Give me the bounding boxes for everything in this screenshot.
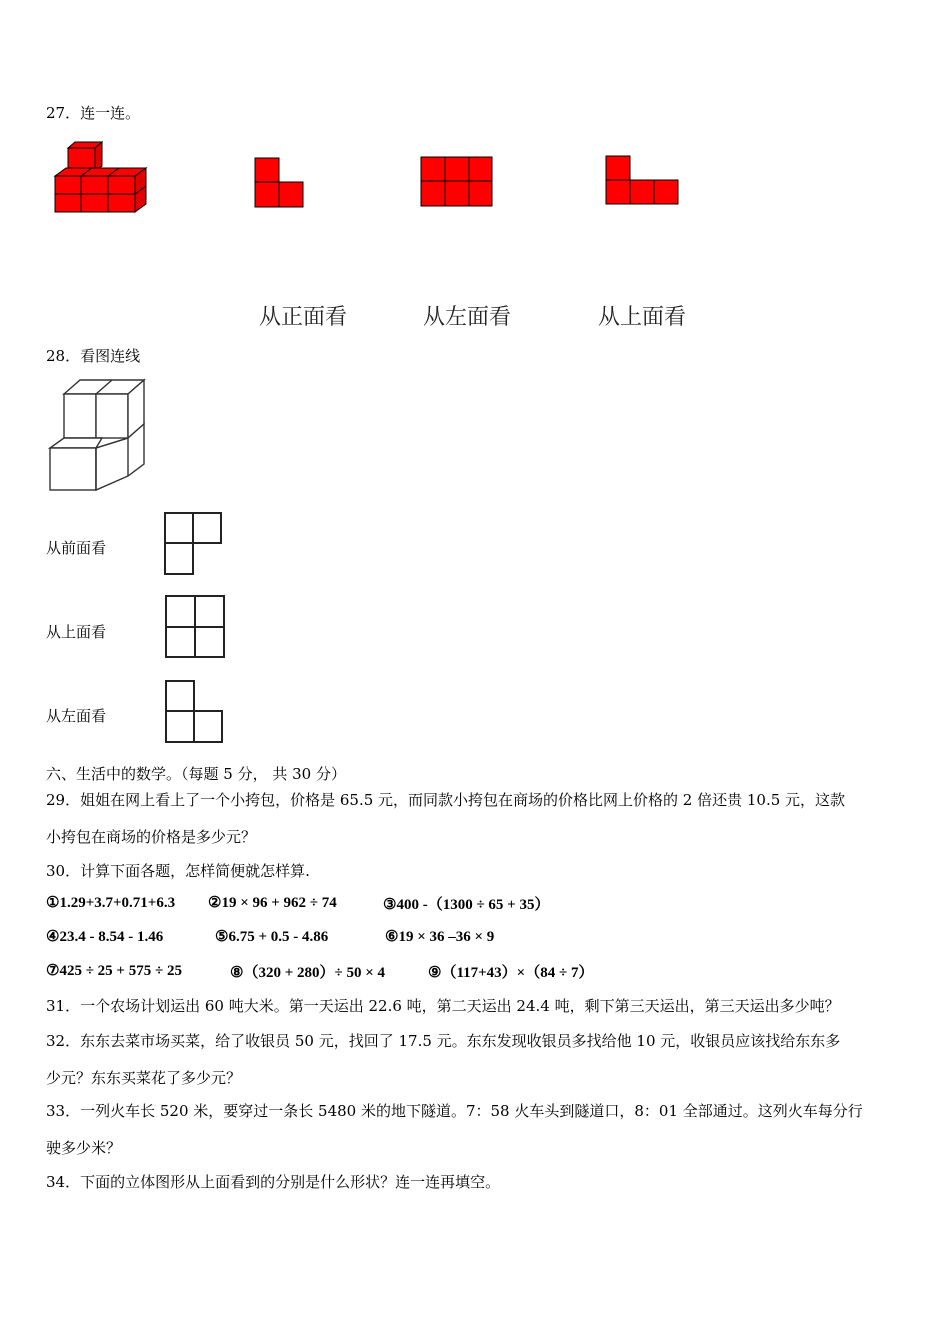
view-shape-l-small (255, 158, 305, 208)
front-view-grid (164, 512, 224, 576)
label-top-view: 从上面看 (598, 305, 687, 330)
view-label-front: 从前面看 (46, 539, 107, 557)
q27-title: 27．连一连。 (46, 104, 141, 122)
q30-title: 30．计算下面各题，怎样简便就怎样算. (46, 862, 310, 880)
formula-5: ⑤6.75 + 0.5 - 4.86 (215, 929, 329, 945)
q31-line1: 31．一个农场计划运出 60 吨大米。第一天运出 22.6 吨，第二天运出 24.4 吨，剩下第三天运出，第三天运出多少吨？ (46, 997, 840, 1015)
q28-title: 28．看图连线 (46, 347, 141, 365)
formula-4: ④23.4 - 8.54 - 1.46 (46, 929, 164, 945)
formula-1: ①1.29+3.7+0.71+6.3 (46, 895, 176, 911)
formula-6: ⑥19 × 36 –36 × 9 (385, 929, 495, 945)
section-heading: 六、生活中的数学。（每题 5 分， 共 30 分） (46, 765, 346, 783)
q32-line1: 32．东东去菜市场买菜，给了收银员 50 元，找回了 17.5 元。东东发现收银员多找给他 10 元，收银员应该找给东东多 (46, 1032, 841, 1050)
left-view-grid (165, 680, 225, 744)
q33-line1: 33．一列火车长 520 米，要穿过一条长 5480 米的地下隧道。7：58 火车头到隧道口，8：01 全部通过。这列火车每分行 (46, 1102, 863, 1120)
view-label-top: 从上面看 (46, 623, 107, 641)
label-left-view: 从左面看 (423, 305, 512, 330)
formula-7: ⑦425 ÷ 25 + 575 ÷ 25 (46, 963, 182, 979)
red-cube-solid-figure (50, 140, 150, 218)
formula-2: ②19 × 96 + 962 ÷ 74 (208, 895, 337, 911)
q34-line1: 34．下面的立体图形从上面看到的分别是什么形状？连一连再填空。 (46, 1173, 501, 1191)
label-front-view: 从正面看 (259, 305, 348, 330)
wire-cube-solid-figure (46, 378, 156, 493)
q29-line1: 29．姐姐在网上看上了一个小挎包，价格是 65.5 元，而同款小挎包在商场的价格比网上价格的 2 倍还贵 10.5 元，这款 (46, 791, 846, 809)
formula-9: ⑨（117+43）×（84 ÷ 7） (428, 965, 594, 981)
formula-8: ⑧（320 + 280）÷ 50 × 4 (230, 965, 386, 981)
view-shape-rectangle (421, 157, 493, 207)
q29-line2: 小挎包在商场的价格是多少元？ (46, 828, 257, 846)
q32-line2: 少元？东东买菜花了多少元？ (46, 1069, 242, 1087)
q33-line2: 驶多少米？ (46, 1139, 122, 1157)
view-shape-l-wide (606, 156, 680, 206)
formula-3: ③400 -（1300 ÷ 65 + 35） (383, 897, 550, 913)
view-label-left: 从左面看 (46, 707, 107, 725)
top-view-grid (165, 595, 227, 659)
